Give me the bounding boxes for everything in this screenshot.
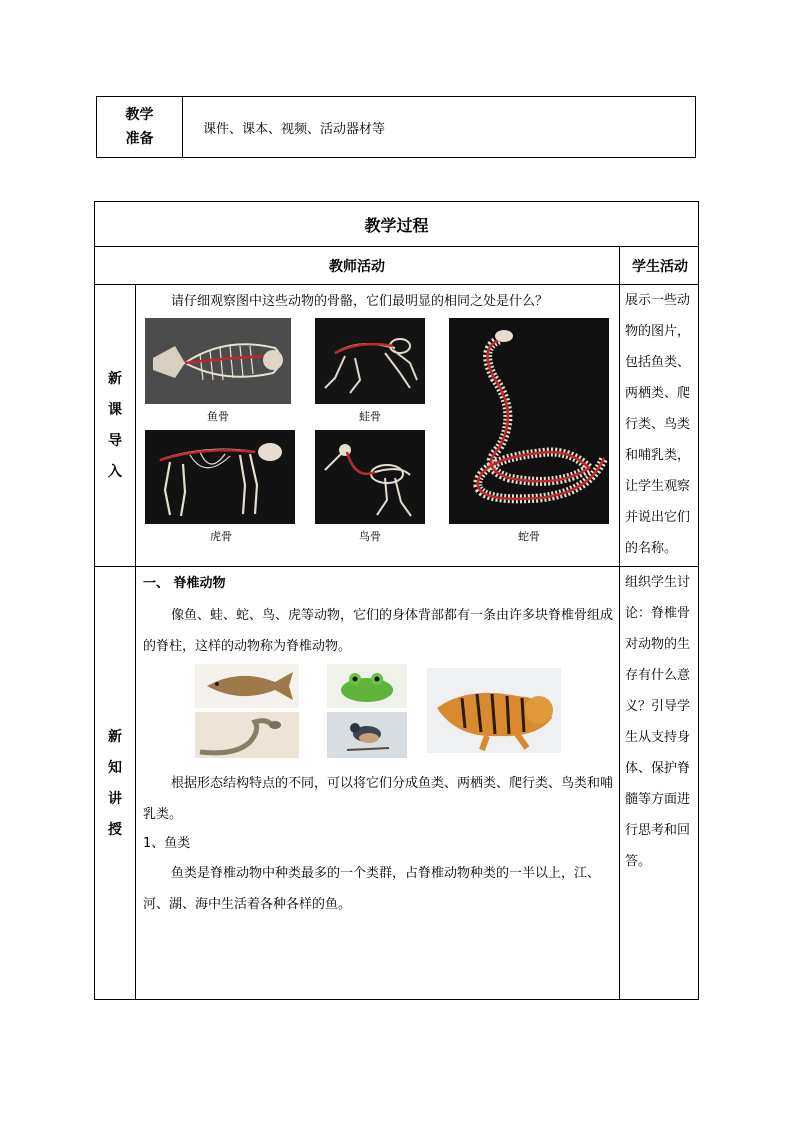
teach-student-activity: 组织学生讨论：脊椎骨对动物的生存有什么意义？引导学生从支持身体、保护脊髓等方面进行思考和回答。 xyxy=(625,575,691,869)
classification-paragraph: 根据形态结构特点的不同，可以将它们分成鱼类、两栖类、爬行类、鸟类和哺乳类。 xyxy=(143,776,614,822)
teaching-prep-table xyxy=(96,96,696,158)
side-char: 入 xyxy=(108,463,122,480)
side-char: 课 xyxy=(108,401,122,418)
student-activity-header: 学生活动 xyxy=(632,258,688,275)
tiger-photo xyxy=(427,668,561,753)
intro-student-activity: 展示一些动物的图片，包括鱼类、两栖类、爬行类、鸟类和哺乳类，让学生观察并说出它们的名称。 xyxy=(625,293,691,556)
tiger-skeleton-image xyxy=(145,430,295,524)
teach-side-label xyxy=(95,567,135,1000)
prep-label-line1: 教学 xyxy=(125,107,154,123)
teacher-activity-header: 教师活动 xyxy=(329,258,385,275)
frog-photo xyxy=(327,664,407,708)
side-char: 知 xyxy=(108,759,122,776)
side-char: 授 xyxy=(108,821,122,838)
snake-caption: 蛇骨 xyxy=(518,530,540,543)
section-heading: 一、 脊椎动物 xyxy=(143,576,226,591)
vertebrate-paragraph: 像鱼、蛙、蛇、鸟、虎等动物，它们的身体背部都有一条由许多块脊椎骨组成的脊柱，这样的动物称为脊椎动物。 xyxy=(143,608,614,654)
frog-caption: 蛙骨 xyxy=(359,410,381,423)
bird-photo xyxy=(327,712,407,758)
fish-caption: 鱼骨 xyxy=(207,410,229,423)
bird-caption: 鸟骨 xyxy=(359,530,381,543)
teaching-process-table xyxy=(94,201,699,1000)
side-char: 讲 xyxy=(108,790,122,807)
side-char: 新 xyxy=(108,728,122,745)
frog-skeleton-image xyxy=(315,318,425,404)
fish-paragraph: 鱼类是脊椎动物中种类最多的一个类群，占脊椎动物种类的一半以上，江、河、湖、海中生活着各种各样的鱼。 xyxy=(143,866,601,912)
divider xyxy=(95,566,698,567)
prep-label xyxy=(97,97,183,157)
prep-content: 课件、课本、视频、活动器材等 xyxy=(203,121,386,137)
snake-skeleton-image xyxy=(449,318,609,524)
divider xyxy=(135,284,136,1000)
side-char: 导 xyxy=(108,432,122,449)
snake-photo xyxy=(195,712,299,758)
process-title: 教学过程 xyxy=(364,215,429,235)
intro-side-label xyxy=(95,285,135,566)
tiger-caption: 虎骨 xyxy=(210,530,232,543)
prep-label-line2: 准备 xyxy=(125,131,154,147)
fish-subheading: 1、鱼类 xyxy=(143,836,191,851)
fish-skeleton-image xyxy=(145,318,291,404)
bird-skeleton-image xyxy=(315,430,425,524)
divider xyxy=(619,246,620,1000)
side-char: 新 xyxy=(108,370,122,387)
divider xyxy=(95,284,698,285)
fish-photo xyxy=(195,664,299,708)
intro-question: 请仔细观察图中这些动物的骨骼，它们最明显的相同之处是什么？ xyxy=(171,294,549,309)
